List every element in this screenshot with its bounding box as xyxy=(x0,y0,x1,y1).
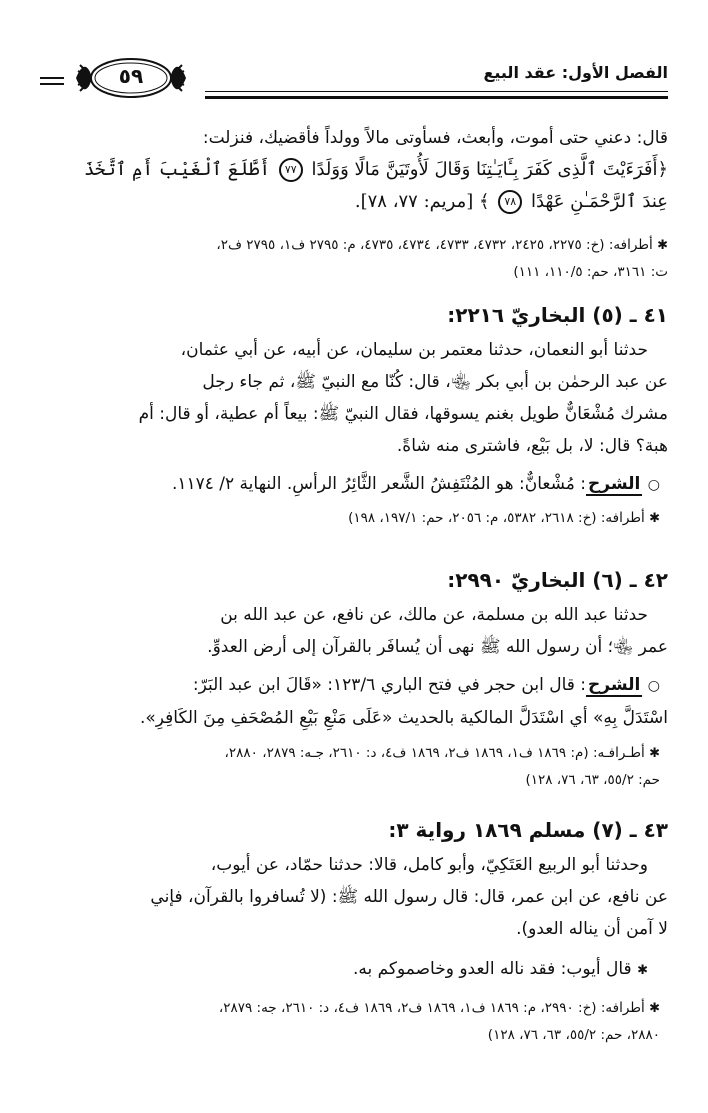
text-line: عن عبد الرحمٰن بن أبي بكر ﵄، قال: كُنّا مع النبيّ ﷺ، ثم جاء رجل xyxy=(202,372,668,392)
text-line: عن نافع، عن ابن عمر، قال: قال رسول الله ﷺ: (لا تُسافروا بالقرآن، فإني xyxy=(150,887,668,907)
header-rule xyxy=(205,91,668,92)
ref-line: حم: ٥٥/٢، ٦٣، ٧٦، ١٢٨) xyxy=(525,772,660,788)
circle-icon: ○ xyxy=(647,678,660,694)
page-header xyxy=(40,55,668,103)
text-line: حدثنا أبو النعمان، حدثنا معتمر بن سليمان، عن أبيه، عن أبي عثمان، xyxy=(180,340,648,360)
hadith-heading: ٤١ ـ (٥) البخاريّ ٢٢١٦: xyxy=(447,303,668,327)
chapter-title: الفصل الأول: عقد البيع xyxy=(483,63,668,82)
hadith-heading: ٤٢ ـ (٦) البخاريّ ٢٩٩٠: xyxy=(447,568,668,592)
text-line: وحدثنا أبو الربيع العَتَكِيّ، وأبو كامل، قالا: حدثنا حمّاد، عن أيوب، xyxy=(210,855,648,875)
circle-icon: ○ xyxy=(647,477,660,493)
hadith-41 xyxy=(40,300,668,532)
page-number-ornament xyxy=(68,55,194,101)
text-line: حدثنا عبد الله بن مسلمة، عن مالك، عن نافع، عن عبد الله بن xyxy=(220,605,648,625)
references-42: ✱ أطـرافـه: (م: ١٨٦٩ ف١، ١٨٦٩ ف٢، ١٨٦٩ ف٤، د: ٢٦١٠، جـه: ٢٨٧٩، ٢٨٨٠، حم: ٥٥/٢، ٦٣، ٧٦، ١٢٨) xyxy=(40,740,668,793)
sharh-label: الشرح xyxy=(588,675,641,695)
sharh-note: ○ الشرح: مُشْعانٌّ: هو المُنْتَفِشُ الشَّعر الثَّائِرُ الرأسِ. النهاية ٢/ ١١٧٤. xyxy=(171,474,660,494)
text-line: عمر ﵄؛ أن رسول الله ﷺ نهى أن يُسافَر بالقرآن إلى أرض العدوِّ. xyxy=(207,637,668,657)
star-icon: ✱ xyxy=(637,963,648,978)
references-41: ✱ أطرافه: (خ: ٢٦١٨، ٥٣٨٢، م: ٢٠٥٦، حم: ١٩٧/١، ١٩٨) xyxy=(348,510,660,526)
ref-line: ت: ٣١٦١، حم: ١١٠/٥، ١١١) xyxy=(513,264,668,280)
text-line: مشرك مُشْعَانٌّ طويل بغنم يسوقها، فقال النبيّ ﷺ: بيعاً أم عطية، أو قال: أم xyxy=(138,404,668,424)
star-icon: ✱ xyxy=(649,511,660,526)
hadith-text xyxy=(40,849,668,945)
quran-verse-line-1: ﴿أَفَرَءَيْتَ ٱلَّذِى كَفَرَ بِـَٔايَـٰتِنَا وَقَالَ لَأُوتَيَنَّ مَالًا وَوَلَدًا ٧٧ أَطَّلَعَ ٱلْغَيْبَ أَمِ ٱتَّخَذَ xyxy=(84,159,668,180)
ayah-number-78: ٧٨ xyxy=(498,190,522,214)
references-43: ✱ أطرافه: (خ: ٢٩٩٠، م: ١٨٦٩ ف١، ١٨٦٩ ف٢، ١٨٦٩ ف٤، د: ٢٦١٠، جه: ٢٨٧٩، ٢٨٨٠، حم: ٥٥/٢، ٦٣، ٧٦، ١٢٨) xyxy=(40,995,668,1048)
text-line: لا آمن أن يناله العدو). xyxy=(516,919,668,939)
ref-line: ✱ أطرافه: (خ: ٢٢٧٥، ٢٤٢٥، ٤٧٣٢، ٤٧٣٣، ٤٧٣٤، ٤٧٣٥، م: ٢٧٩٥ ف١، ٢٧٩٥ ف٢، xyxy=(216,237,668,253)
sharh-note: ○ الشرح: قال ابن حجر في فتح الباري ١٢٣/٦: «قَالَ ابن عبد البَرّ: xyxy=(192,675,660,695)
verse-citation: ﴾ [مريم: ٧٧، ٧٨]. xyxy=(354,191,490,212)
star-icon: ✱ xyxy=(657,238,668,253)
intro-line: قال: دعني حتى أموت، وأبعث، فسأوتى مالاً وولداً فأقضيك، فنزلت: xyxy=(202,128,668,148)
references-1 xyxy=(40,232,668,285)
ref-line: ٢٨٨٠، حم: ٥٥/٢، ٦٣، ٧٦، ١٢٨) xyxy=(487,1027,660,1043)
hadith-42 xyxy=(40,565,668,793)
text-line: هبة؟ قال: لا، بل بَيْع، فاشترى منه شاةً. xyxy=(396,436,668,456)
star-icon: ✱ xyxy=(649,746,660,761)
star-icon: ✱ xyxy=(649,1001,660,1016)
ayyub-note: ✱ قال أيوب: فقد ناله العدو وخاصموكم به. xyxy=(352,959,648,979)
hadith-heading: ٤٣ ـ (٧) مسلم ١٨٦٩ رواية ٣: xyxy=(388,818,668,842)
quran-verse-line-2: عِندَ ٱلرَّحْمَـٰنِ عَهْدًا ٧٨ ﴾ [مريم: ٧٧، ٧٨]. xyxy=(354,191,668,212)
header-left-rule-2 xyxy=(40,83,64,85)
hadith-43 xyxy=(40,815,668,1048)
hadith-text xyxy=(40,599,668,663)
hadith-text xyxy=(40,334,668,462)
header-rule-thick xyxy=(205,96,668,99)
opening-paragraph xyxy=(40,122,668,218)
ayah-number-77: ٧٧ xyxy=(279,158,303,182)
sharh-label: الشرح xyxy=(588,474,641,494)
header-left-rule xyxy=(40,77,64,79)
page-number: ٥٩ xyxy=(118,64,144,88)
sharh-line-2: اسْتَدَلَّ بِهِ» أي اسْتَدَلَّ المالكية بالحديث «عَلَى مَنْعِ بَيْعِ المُصْحَفِ مِنَ الكَافِرِ». xyxy=(139,708,668,728)
